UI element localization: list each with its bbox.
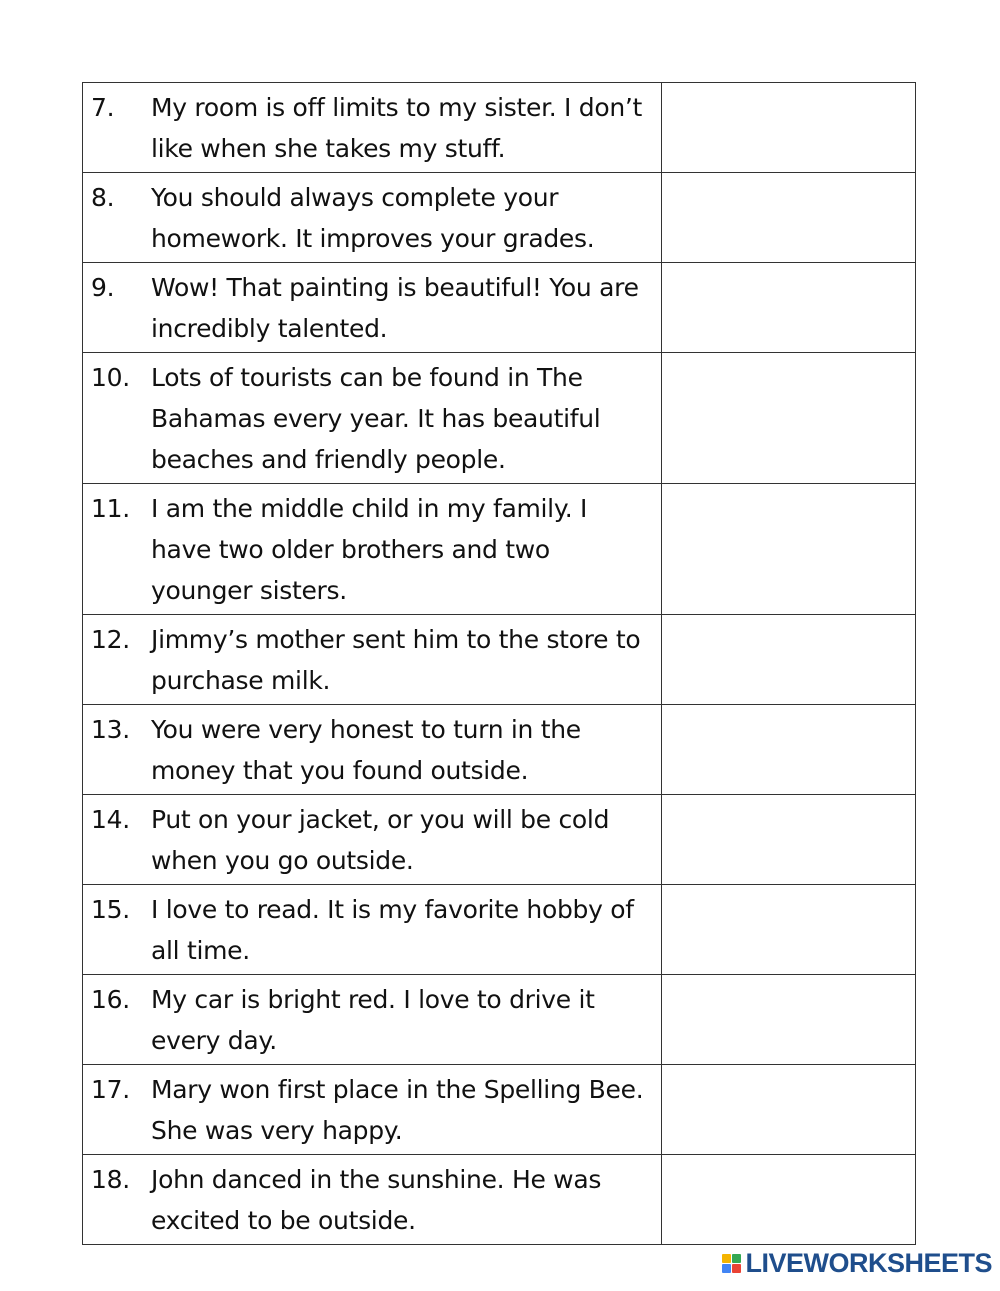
table-row — [83, 885, 916, 975]
logo-block — [732, 1254, 741, 1263]
question-number: 17. — [91, 1075, 130, 1104]
question-cell — [83, 173, 662, 263]
question-text: I am the middle child in my family. I have two older brothers and two younger sisters. — [151, 494, 588, 605]
logo-blocks-icon — [722, 1254, 741, 1273]
table-row — [83, 1065, 916, 1155]
answer-cell[interactable] — [662, 1065, 916, 1155]
question-cell — [83, 83, 662, 173]
question-text: You were very honest to turn in the money that you found outside. — [151, 715, 581, 785]
table-row — [83, 975, 916, 1065]
table-row — [83, 353, 916, 484]
logo-text: LIVEWORKSHEETS — [745, 1248, 992, 1278]
answer-cell[interactable] — [662, 1155, 916, 1245]
question-text: John danced in the sunshine. He was excited to be outside. — [151, 1165, 602, 1235]
question-text: You should always complete your homework. It improves your grades. — [151, 183, 595, 253]
question-number: 9. — [91, 273, 115, 302]
question-cell — [83, 885, 662, 975]
question-cell — [83, 795, 662, 885]
table-row — [83, 83, 916, 173]
logo-block — [722, 1264, 731, 1273]
table-row — [83, 705, 916, 795]
table-body — [83, 83, 916, 1245]
answer-cell[interactable] — [662, 83, 916, 173]
question-number: 7. — [91, 93, 115, 122]
question-cell — [83, 263, 662, 353]
answer-cell[interactable] — [662, 975, 916, 1065]
table-row — [83, 173, 916, 263]
question-cell — [83, 615, 662, 705]
question-text: Lots of tourists can be found in The Bahamas every year. It has beautiful beaches and friendly people. — [151, 363, 601, 474]
question-text: My car is bright red. I love to drive it every day. — [151, 985, 595, 1055]
question-cell — [83, 353, 662, 484]
question-cell — [83, 1155, 662, 1245]
answer-cell[interactable] — [662, 484, 916, 615]
question-cell — [83, 484, 662, 615]
liveworksheets-logo — [722, 1248, 992, 1279]
worksheet-table — [82, 82, 916, 1245]
question-number: 10. — [91, 363, 130, 392]
question-number: 18. — [91, 1165, 130, 1194]
logo-block — [722, 1254, 731, 1263]
question-number: 11. — [91, 494, 130, 523]
answer-cell[interactable] — [662, 885, 916, 975]
answer-cell[interactable] — [662, 353, 916, 484]
answer-cell[interactable] — [662, 615, 916, 705]
table-row — [83, 795, 916, 885]
table-row — [83, 1155, 916, 1245]
question-number: 14. — [91, 805, 130, 834]
question-number: 8. — [91, 183, 115, 212]
answer-cell[interactable] — [662, 173, 916, 263]
question-number: 13. — [91, 715, 130, 744]
question-text: Jimmy’s mother sent him to the store to purchase milk. — [151, 625, 641, 695]
answer-cell[interactable] — [662, 705, 916, 795]
table-row — [83, 263, 916, 353]
answer-cell[interactable] — [662, 795, 916, 885]
question-cell — [83, 705, 662, 795]
logo-block — [732, 1264, 741, 1273]
answer-cell[interactable] — [662, 263, 916, 353]
question-number: 15. — [91, 895, 130, 924]
table-row — [83, 615, 916, 705]
question-number: 16. — [91, 985, 130, 1014]
question-text: Put on your jacket, or you will be cold when you go outside. — [151, 805, 610, 875]
question-text: I love to read. It is my favorite hobby of all time. — [151, 895, 634, 965]
table-row — [83, 484, 916, 615]
question-text: Mary won first place in the Spelling Bee. She was very happy. — [151, 1075, 644, 1145]
question-text: My room is off limits to my sister. I don’t like when she takes my stuff. — [151, 93, 643, 163]
question-cell — [83, 1065, 662, 1155]
question-cell — [83, 975, 662, 1065]
question-number: 12. — [91, 625, 130, 654]
question-text: Wow! That painting is beautiful! You are incredibly talented. — [151, 273, 639, 343]
